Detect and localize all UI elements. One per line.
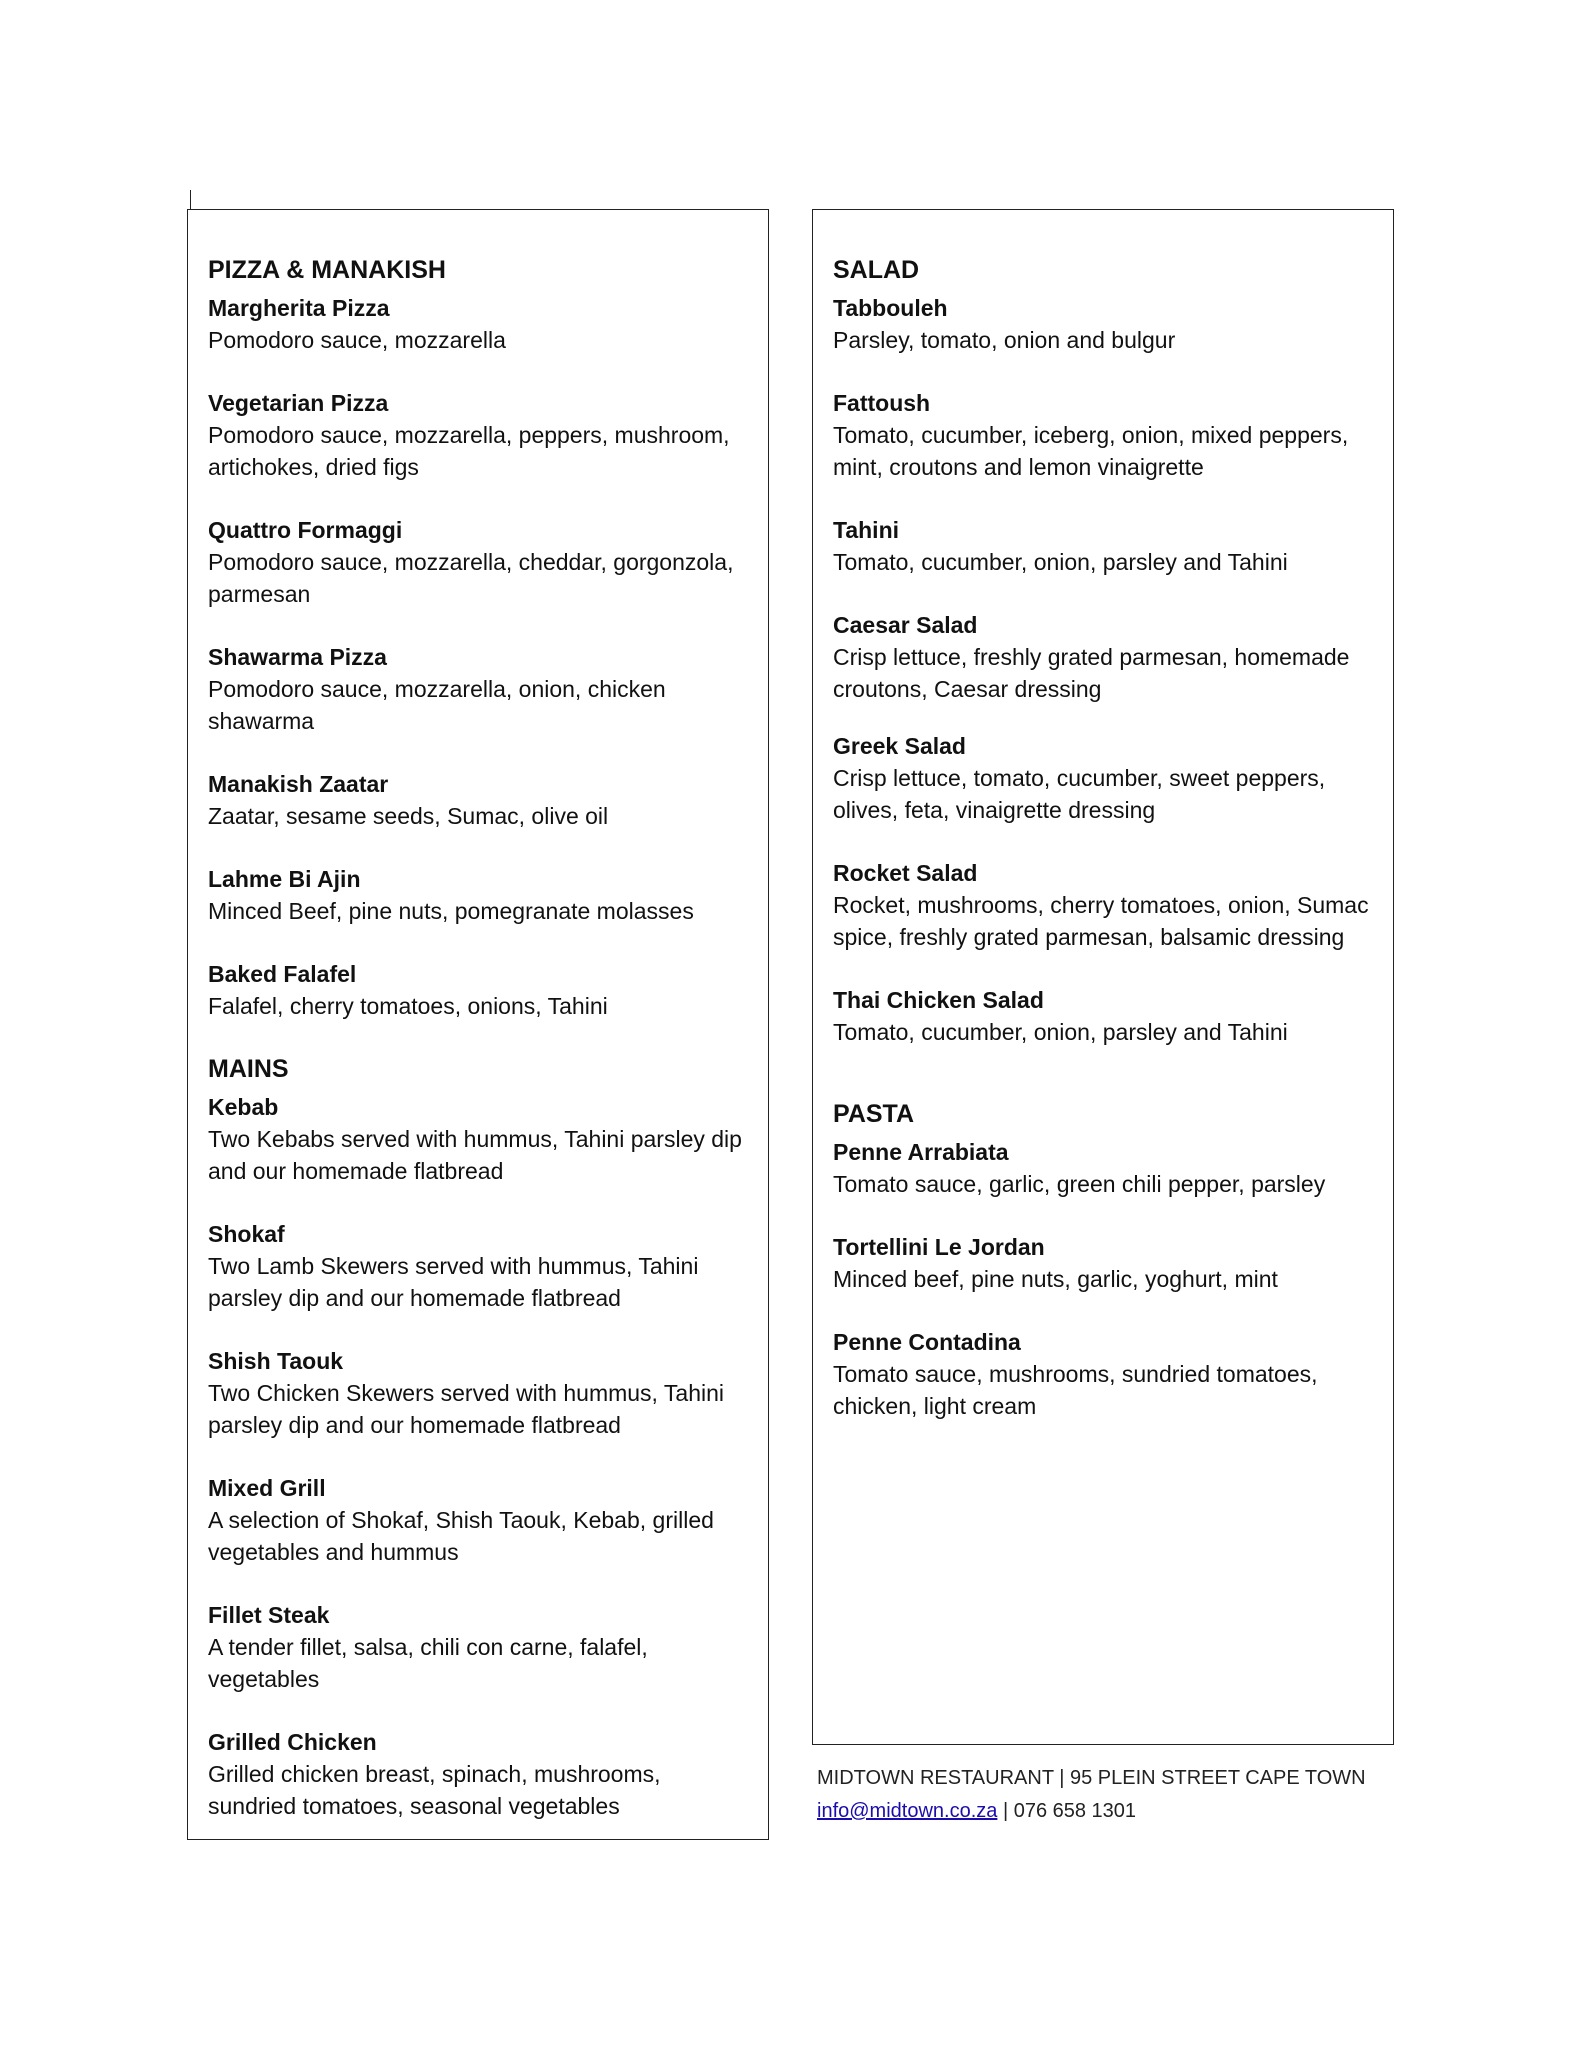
section-pasta [833, 1098, 1373, 1422]
item-name: Penne Contadina [833, 1329, 1021, 1355]
item-name: Baked Falafel [208, 961, 357, 987]
item-description: A selection of Shokaf, Shish Taouk, Kebab, grilled vegetables and hummus [208, 1507, 714, 1565]
item-description: Two Kebabs served with hummus, Tahini parsley dip and our homemade flatbread [208, 1126, 742, 1184]
menu-item [208, 1345, 748, 1441]
section-salad [833, 254, 1373, 1048]
item-name: Shish Taouk [208, 1348, 344, 1374]
section-title: SALAD [833, 256, 920, 284]
menu-item [208, 1599, 748, 1695]
item-description: Tomato, cucumber, onion, parsley and Tahini [833, 549, 1288, 575]
menu-item [833, 730, 1373, 826]
item-name: Quattro Formaggi [208, 517, 403, 543]
item-description: Pomodoro sauce, mozzarella, peppers, mushroom, artichokes, dried figs [208, 422, 730, 480]
menu-item [208, 958, 748, 1022]
item-description: Tomato sauce, mushrooms, sundried tomatoes, chicken, light cream [833, 1361, 1318, 1419]
item-name: Lahme Bi Ajin [208, 866, 361, 892]
item-name: Penne Arrabiata [833, 1139, 1009, 1165]
item-description: Tomato, cucumber, onion, parsley and Tahini [833, 1019, 1288, 1045]
menu-item [208, 863, 748, 927]
item-name: Fillet Steak [208, 1602, 330, 1628]
contact-line [817, 1795, 1366, 1828]
item-description: Tomato sauce, garlic, green chili pepper, parsley [833, 1171, 1326, 1197]
restaurant-footer [817, 1762, 1366, 1828]
item-name: Grilled Chicken [208, 1729, 377, 1755]
item-description: Two Chicken Skewers served with hummus, Tahini parsley dip and our homemade flatbread [208, 1380, 725, 1438]
item-description: Rocket, mushrooms, cherry tomatoes, onion, Sumac spice, freshly grated parmesan, balsamic dressing [833, 892, 1369, 950]
item-name: Tabbouleh [833, 295, 948, 321]
menu-item [208, 768, 748, 832]
text-cursor [190, 190, 191, 210]
menu-item [833, 387, 1373, 483]
menu-item [833, 1326, 1373, 1422]
menu-item [833, 609, 1373, 705]
section-mains [208, 1053, 748, 1822]
email-link[interactable]: info@midtown.co.za [817, 1800, 998, 1822]
item-description: Pomodoro sauce, mozzarella, cheddar, gorgonzola, parmesan [208, 549, 734, 607]
section-title: PIZZA & MANAKISH [208, 256, 446, 284]
menu-item [208, 292, 748, 356]
item-name: Kebab [208, 1094, 279, 1120]
menu-item [833, 514, 1373, 578]
contact-separator: | [997, 1800, 1014, 1822]
item-name: Vegetarian Pizza [208, 390, 389, 416]
item-name: Manakish Zaatar [208, 771, 389, 797]
item-name: Thai Chicken Salad [833, 987, 1044, 1013]
menu-item [833, 1136, 1373, 1200]
menu-item [833, 292, 1373, 356]
item-name: Tahini [833, 517, 900, 543]
item-name: Tortellini Le Jordan [833, 1234, 1045, 1260]
item-description: Parsley, tomato, onion and bulgur [833, 327, 1176, 353]
restaurant-address: MIDTOWN RESTAURANT | 95 PLEIN STREET CAPE TOWN [817, 1767, 1366, 1789]
item-description: Pomodoro sauce, mozzarella [208, 327, 506, 353]
menu-panel-right [812, 209, 1394, 1745]
item-description: Crisp lettuce, freshly grated parmesan, homemade croutons, Caesar dressing [833, 644, 1350, 702]
menu-item [208, 1218, 748, 1314]
item-name: Fattoush [833, 390, 931, 416]
menu-panel-left [187, 209, 769, 1840]
section-title: MAINS [208, 1055, 289, 1083]
menu-item [833, 984, 1373, 1048]
item-name: Rocket Salad [833, 860, 978, 886]
item-description: A tender fillet, salsa, chili con carne, falafel, vegetables [208, 1634, 648, 1692]
item-name: Shokaf [208, 1221, 285, 1247]
item-description: Zaatar, sesame seeds, Sumac, olive oil [208, 803, 609, 829]
phone-number: 076 658 1301 [1013, 1800, 1137, 1822]
menu-item [208, 1472, 748, 1568]
menu-item [833, 857, 1373, 953]
menu-item [208, 514, 748, 610]
item-name: Caesar Salad [833, 612, 978, 638]
item-description: Minced Beef, pine nuts, pomegranate molasses [208, 898, 694, 924]
section-title: PASTA [833, 1100, 915, 1128]
item-description: Tomato, cucumber, iceberg, onion, mixed peppers, mint, croutons and lemon vinaigrette [833, 422, 1349, 480]
menu-item [208, 387, 748, 483]
item-name: Mixed Grill [208, 1475, 326, 1501]
item-description: Grilled chicken breast, spinach, mushrooms, sundried tomatoes, seasonal vegetables [208, 1761, 661, 1819]
item-description: Minced beef, pine nuts, garlic, yoghurt, mint [833, 1266, 1278, 1292]
item-name: Shawarma Pizza [208, 644, 387, 670]
item-description: Crisp lettuce, tomato, cucumber, sweet peppers, olives, feta, vinaigrette dressing [833, 765, 1326, 823]
item-name: Greek Salad [833, 733, 966, 759]
menu-item [208, 1726, 748, 1822]
section-pizza-manakish [208, 254, 748, 1022]
item-description: Two Lamb Skewers served with hummus, Tahini parsley dip and our homemade flatbread [208, 1253, 699, 1311]
menu-item [208, 1091, 748, 1187]
item-name: Margherita Pizza [208, 295, 390, 321]
menu-item [208, 641, 748, 737]
item-description: Pomodoro sauce, mozzarella, onion, chicken shawarma [208, 676, 666, 734]
menu-item [833, 1231, 1373, 1295]
item-description: Falafel, cherry tomatoes, onions, Tahini [208, 993, 608, 1019]
